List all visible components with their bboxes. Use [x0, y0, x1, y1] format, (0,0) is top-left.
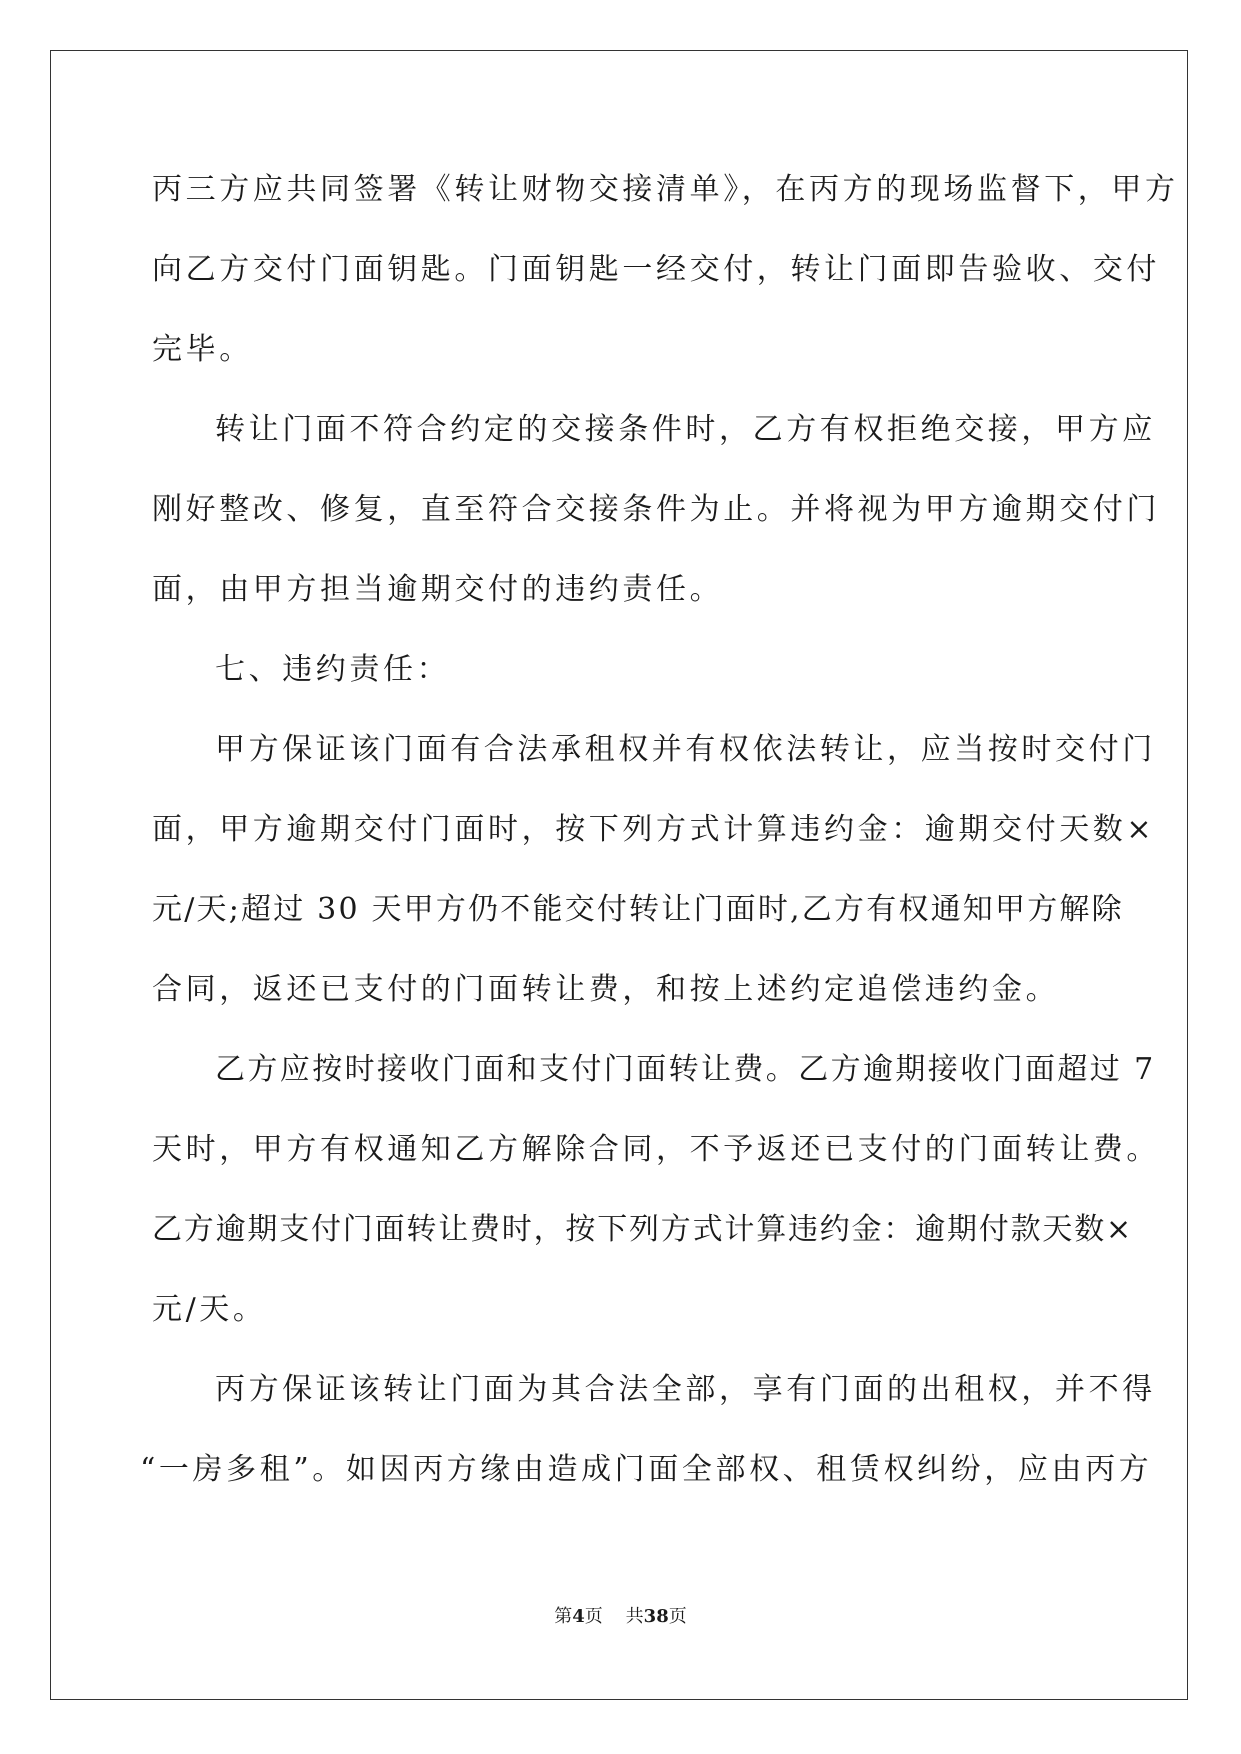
text-line: 面，由甲方担当逾期交付的违约责任。 — [152, 572, 724, 607]
text-line: 丙方保证该转让门面为其合法全部，享有门面的出租权，并不得 — [215, 1372, 1156, 1407]
text-line: 完毕。 — [152, 332, 253, 367]
text-line: 元/天。 — [152, 1292, 267, 1327]
text-line: 甲方保证该门面有合法承租权并有权依法转让，应当按时交付门 — [215, 732, 1156, 767]
text-line: 天时，甲方有权通知乙方解除合同，不予返还已支付的门面转让费。 — [152, 1132, 1160, 1167]
text-line: 乙方应按时接收门面和支付门面转让费。乙方逾期接收门面超过 7 — [215, 1052, 1156, 1087]
total-label-suffix: 页 — [668, 1606, 687, 1627]
page-label-suffix: 页 — [584, 1606, 603, 1627]
text-line: 转让门面不符合约定的交接条件时，乙方有权拒绝交接，甲方应 — [215, 412, 1156, 447]
page-number: 4 — [572, 1606, 585, 1627]
text-line: 向乙方交付门面钥匙。门面钥匙一经交付，转让门面即告验收、交付 — [152, 252, 1160, 287]
text-line: “一房多租”。如因丙方缘由造成门面全部权、租赁权纠纷，应由丙方 — [140, 1452, 1153, 1487]
total-pages: 38 — [643, 1606, 669, 1627]
text-line: 合同，返还已支付的门面转让费，和按上述约定追偿违约金。 — [152, 972, 1060, 1007]
total-label-prefix: 共 — [625, 1606, 644, 1627]
page-footer — [0, 1605, 1241, 1629]
text-line: 面，甲方逾期交付门面时，按下列方式计算违约金：逾期交付天数× — [152, 812, 1156, 847]
text-line: 丙三方应共同签署《转让财物交接清单》，在丙方的现场监督下，甲方 — [152, 172, 1179, 207]
section-heading: 七、违约责任： — [215, 652, 451, 687]
page-label-prefix: 第 — [554, 1606, 573, 1627]
text-line: 刚好整改、修复，直至符合交接条件为止。并将视为甲方逾期交付门 — [152, 492, 1160, 527]
text-line: 元/天;超过 30 天甲方仍不能交付转让门面时,乙方有权通知甲方解除 — [152, 892, 1124, 927]
text-line: 乙方逾期支付门面转让费时，按下列方式计算违约金：逾期付款天数× — [152, 1212, 1133, 1247]
